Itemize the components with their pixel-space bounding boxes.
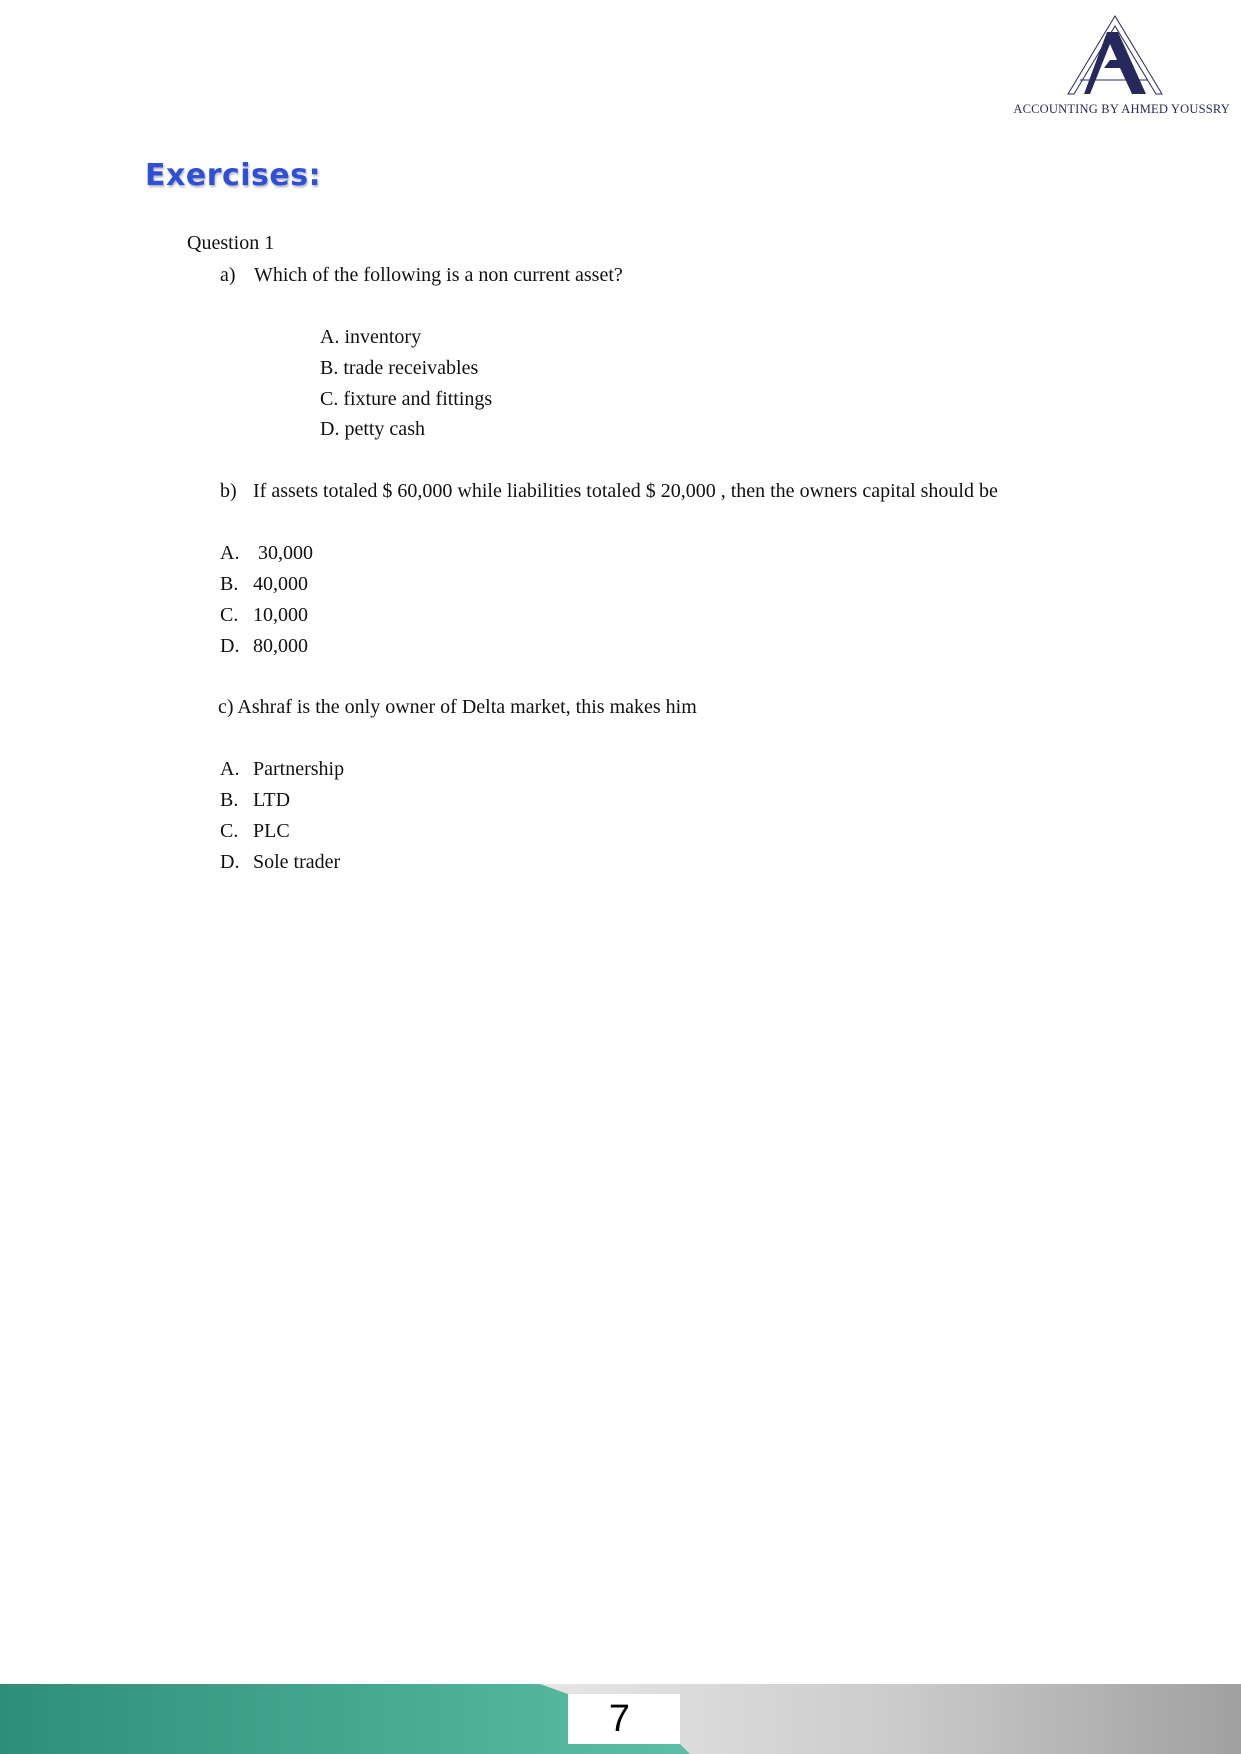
question-a-text: Which of the following is a non current asset?	[254, 264, 623, 286]
logo-text: ACCOUNTING BY AHMED YOUSSRY	[1013, 102, 1230, 116]
question-c-text: c) Ashraf is the only owner of Delta market, this makes him	[218, 696, 697, 718]
option-c-2: B. LTD	[220, 789, 291, 811]
option-b-2: B. 40,000	[220, 573, 308, 595]
page-number: 7	[568, 1694, 671, 1744]
option-a-1: A. inventory	[320, 326, 422, 348]
option-c-4: D. Sole trader	[220, 851, 341, 873]
option-a-4: D. petty cash	[320, 418, 425, 440]
page-title: Exercises:	[145, 158, 322, 193]
option-c-1: A. Partnership	[220, 758, 345, 780]
option-b-4: D. 80,000	[220, 635, 308, 657]
brand-logo	[1000, 14, 1230, 124]
question-a-marker: a)	[220, 264, 236, 286]
option-a-2: B. trade receivables	[320, 357, 479, 379]
question-a	[220, 263, 623, 287]
option-b-3: C. 10,000	[220, 604, 308, 626]
footer-band	[0, 1684, 1241, 1754]
option-a-3: C. fixture and fittings	[320, 388, 493, 410]
option-b-1: A. 30,000	[220, 542, 313, 564]
triangle-a-logo-icon	[1060, 14, 1170, 100]
question-b	[220, 479, 998, 503]
question-b-text: If assets totaled $ 60,000 while liabilities totaled $ 20,000 , then the owners capital should be	[253, 480, 998, 502]
question-b-marker: b)	[220, 480, 237, 502]
option-c-3: C. PLC	[220, 820, 290, 842]
question-title: Question 1	[187, 232, 275, 254]
